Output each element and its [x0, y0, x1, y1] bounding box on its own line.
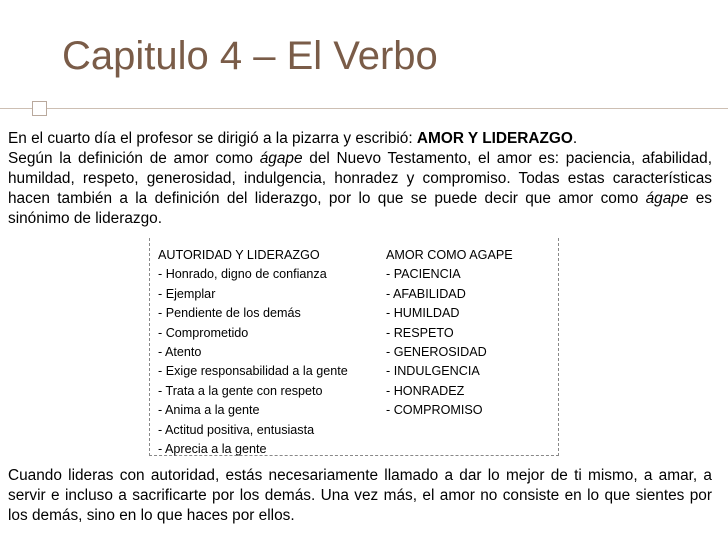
love-item: - GENEROSIDAD — [386, 344, 487, 359]
intro-line — [8, 129, 712, 149]
love-item: - PACIENCIA — [386, 267, 461, 282]
definition-text-a: Según la definición de amor como — [8, 150, 260, 167]
authority-item: - Honrado, digno de confianza — [158, 267, 327, 282]
slide-title: Capitulo 4 – El Verbo — [62, 34, 438, 78]
love-item: - COMPROMISO — [386, 403, 483, 418]
definition-text-c: es sinónimo de liderazgo. — [8, 190, 712, 227]
definition-text-b: del Nuevo Testamento, el amor es: paciencia, afabilidad, humildad, respeto, generosidad, indulgencia, honradez y compromiso. Todas estas características hacen también a la definición del liderazgo, por lo que se puede decir que amor como — [8, 150, 713, 207]
authority-item: - Comprometido — [158, 325, 249, 340]
intro-period: . — [572, 130, 578, 147]
closing-paragraph: Cuando lideras con autoridad, estás necesariamente llamado a dar lo mejor de ti mismo, a amar, a servir e incluso a sacrificarte por los demás. Una vez más, el amor no consiste en lo que sientes por los demás, sino en lo que haces por ellos. — [8, 467, 712, 524]
divider-line — [0, 108, 728, 109]
love-item: - HONRADEZ — [386, 383, 465, 398]
definition-paragraph — [8, 149, 712, 229]
authority-list — [158, 265, 348, 459]
authority-item: - Trata a la gente con respeto — [158, 383, 323, 398]
agape-word-2: ágape — [645, 190, 689, 207]
love-list — [386, 265, 513, 420]
authority-header: AUTORIDAD Y LIDERAZGO — [158, 248, 320, 262]
authority-item: - Actitud positiva, entusiasta — [158, 422, 315, 437]
authority-item: - Anima a la gente — [158, 403, 260, 418]
authority-item: - Ejemplar — [158, 286, 216, 301]
authority-item: - Aprecia a la gente — [158, 441, 267, 456]
authority-item: - Atento — [158, 344, 202, 359]
authority-item: - Pendiente de los demás — [158, 306, 301, 321]
love-item: - INDULGENCIA — [386, 364, 480, 379]
love-column — [386, 246, 513, 421]
love-item: - RESPETO — [386, 325, 454, 340]
authority-item: - Exige responsabilidad a la gente — [158, 364, 348, 379]
authority-column — [158, 246, 348, 459]
love-item: - AFABILIDAD — [386, 286, 466, 301]
divider-square — [32, 101, 47, 116]
title-divider — [0, 101, 728, 117]
love-header: AMOR COMO AGAPE — [386, 248, 513, 262]
love-item: - HUMILDAD — [386, 306, 460, 321]
intro-emphasis: AMOR Y LIDERAZGO — [416, 130, 573, 147]
agape-word: ágape — [259, 150, 303, 167]
intro-text: En el cuarto día el profesor se dirigió a la pizarra y escribió: — [8, 130, 417, 147]
intro-paragraph — [8, 129, 712, 229]
